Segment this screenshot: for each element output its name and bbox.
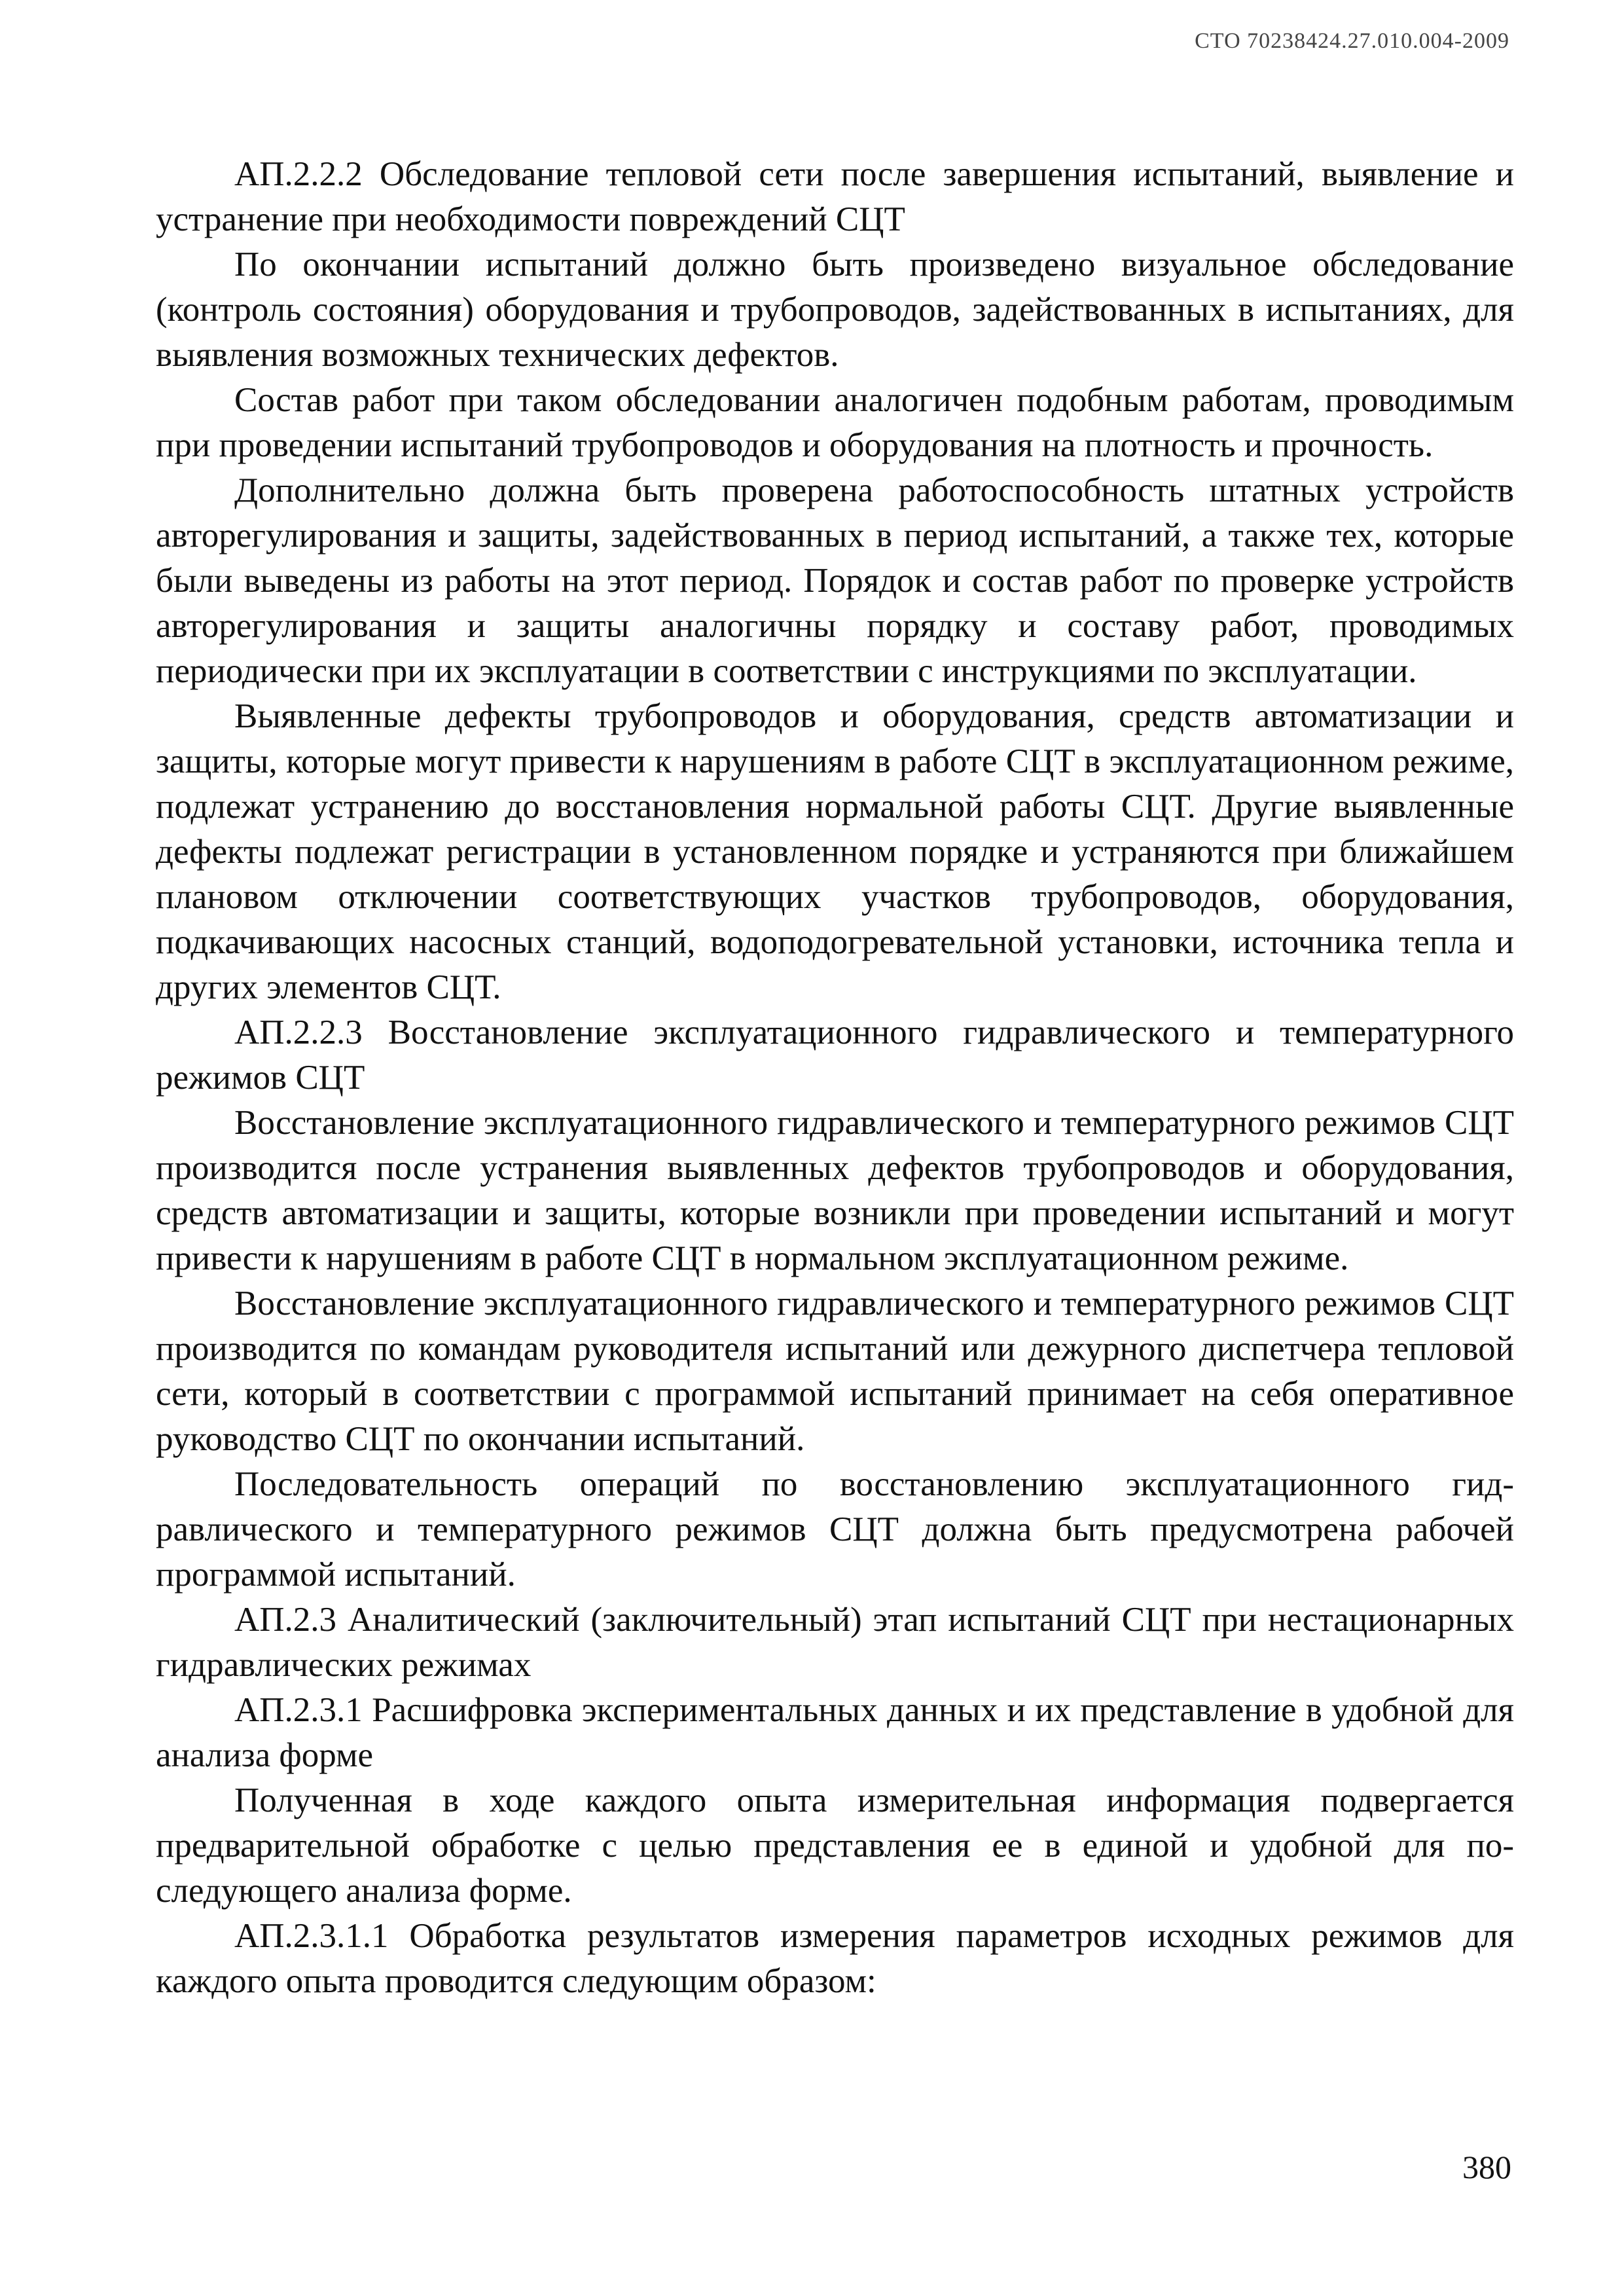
body-paragraph: Выявленные дефекты трубопроводов и оборудования, средств автоматизации и защиты, которые могут привести к нарушениям в работе СЦТ в эксплуатационном режиме, подлежат устранению до восстановления нормальной работы СЦТ. Другие выявленные дефекты подлежат регистрации в установленном порядке и устраняются при ближайшем плановом отключении соответствующих участков трубопроводов, оборудования, подкачивающих насосных станций, водоподогревательной установки, источника тепла и других элементов СЦТ. <box>156 697 1514 1006</box>
body-paragraph: Восстановление эксплуатационного гидравлического и температурного режимов СЦТ производится после устранения выявленных дефектов трубопроводов и оборудования, средств автоматизации и защиты, которые возникли при проведении испытаний и могут привести к нарушениям в работе СЦТ в нормальном эксплуатационном режиме. <box>156 1104 1514 1277</box>
body-paragraph: Восстановление эксплуатационного гидравлического и температурного режимов СЦТ производится по командам руководителя испытаний или дежурного диспетчера тепловой сети, который в соответствии с программой испытаний принимает на себя оперативное руководство СЦТ по окончании испытаний. <box>156 1285 1514 1458</box>
document-body <box>156 152 1514 2004</box>
body-paragraph: По окончании испытаний должно быть произведено визуальное обследование (контроль состояния) оборудования и трубопроводов, задействованных в испытаниях, для выявления возможных технических дефектов. <box>156 246 1514 374</box>
heading-ap-2-3: АП.2.3 Аналитический (заключительный) этап испытаний СЦТ при нестационарных гидравлических режимах <box>156 1601 1514 1684</box>
heading-ap-2-3-1: АП.2.3.1 Расшифровка экспериментальных данных и их представление в удобной для анализа форме <box>156 1691 1514 1774</box>
page-number: 380 <box>1462 2149 1511 2185</box>
heading-ap-2-2-3: АП.2.2.3 Восстановление эксплуатационного гидравлического и температурного режимов СЦТ <box>156 1013 1514 1097</box>
body-paragraph: Состав работ при таком обследовании аналогичен подобным работам, проводимым при проведении испытаний трубопроводов и оборудования на плотность и прочность. <box>156 381 1514 464</box>
body-paragraph: Последовательность операций по восстановлению эксплуатационного гидравлического и температурного режимов СЦТ должна быть предусмотрена рабочей программой испытаний. <box>156 1465 1514 1594</box>
document-code: СТО 70238424.27.010.004-2009 <box>1195 29 1509 53</box>
body-paragraph: Дополнительно должна быть проверена работоспособность штатных устройств авторегулирования и защиты, задействованных в период испытаний, а также тех, которые были выведены из работы на этот период. Порядок и состав работ по проверке устройств авторегулирования и защиты аналогичны порядку и составу работ, проводимых периодически при их эксплуатации в соответствии с инструкциями по эксплуатации. <box>156 471 1514 690</box>
body-paragraph: Полученная в ходе каждого опыта измерительная информация подвергается предварительной обработке с целью представления ее в единой и удобной для последующего анализа форме. <box>156 1781 1514 1910</box>
heading-ap-2-2-2: АП.2.2.2 Обследование тепловой сети после завершения испытаний, выявление и устранение при необходимости повреждений СЦТ <box>156 155 1514 238</box>
heading-ap-2-3-1-1: АП.2.3.1.1 Обработка результатов измерения параметров исходных режимов для каждого опыта проводится следующим образом: <box>156 1917 1514 2000</box>
